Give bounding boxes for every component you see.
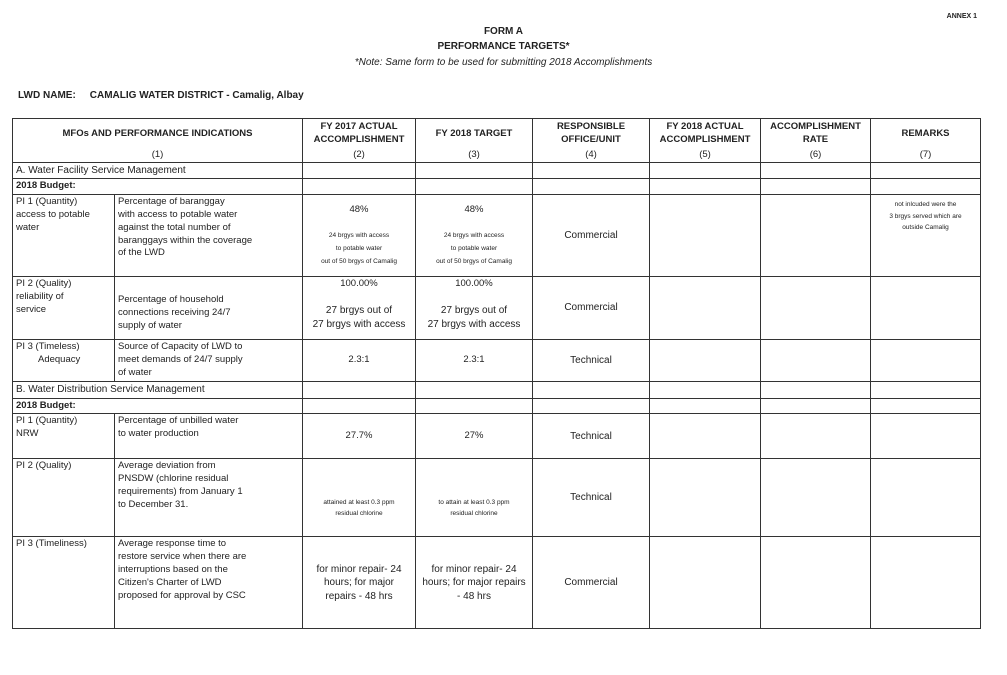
fy2017-value: for minor repair- 24 hours; for major repairs - 48 hrs	[303, 537, 416, 629]
col-num-6: (6)	[761, 149, 871, 162]
responsible-office: Technical	[533, 459, 650, 537]
fy2017-value: 2.3:1	[303, 340, 416, 382]
col-num-5: (5)	[650, 149, 761, 162]
col-num-2: (2)	[303, 149, 416, 162]
lwd-name	[18, 90, 304, 101]
annex-label: ANNEX 1	[946, 13, 977, 20]
pi-code: PI 2 (Quality) reliability of service	[13, 277, 115, 340]
fy2018-target-value: to attain at least 0.3 ppm residual chlorine	[416, 459, 533, 537]
section-a-title: A. Water Facility Service Management	[13, 162, 303, 179]
fy2017-value: 48% 24 brgys with access to potable water out of 50 brgys of Camalig	[303, 195, 416, 277]
section-b-budget: 2018 Budget:	[13, 398, 303, 414]
col-num-3: (3)	[416, 149, 533, 162]
responsible-office: Technical	[533, 340, 650, 382]
table-row	[13, 277, 981, 340]
responsible-office: Commercial	[533, 537, 650, 629]
section-b-title: B. Water Distribution Service Management	[13, 382, 303, 399]
pi-description: Percentage of baranggay with access to potable water against the total number of baranggays within the coverage of the LWD	[115, 195, 303, 277]
section-a-budget: 2018 Budget:	[13, 179, 303, 195]
table-row	[13, 414, 981, 459]
header-mfo: MFOs AND PERFORMANCE INDICATIONS	[13, 119, 303, 150]
table-row	[13, 340, 981, 382]
pi-description: Average deviation from PNSDW (chlorine residual requirements) from January 1 to December 31.	[115, 459, 303, 537]
pi-code: PI 3 (Timeliness)	[13, 537, 115, 629]
responsible-office: Commercial	[533, 277, 650, 340]
section-a-row	[13, 162, 981, 179]
table-row	[13, 537, 981, 629]
header-numbers-row	[13, 149, 981, 162]
pi-description: Percentage of household connections receiving 24/7 supply of water	[115, 277, 303, 340]
col-num-7: (7)	[871, 149, 981, 162]
header-fy2018-actual: FY 2018 ACTUAL ACCOMPLISHMENT	[650, 119, 761, 150]
header-remarks: REMARKS	[871, 119, 981, 150]
fy2018-target-value: for minor repair- 24 hours; for major repairs - 48 hrs	[416, 537, 533, 629]
section-a-budget-row	[13, 179, 981, 195]
pi-code: PI 1 (Quantity) NRW	[13, 414, 115, 459]
remarks-value: not inlcuded were the 3 brgys served which are outside Camalig	[871, 195, 981, 277]
header-fy2017: FY 2017 ACTUAL ACCOMPLISHMENT	[303, 119, 416, 150]
fy2018-target-value: 100.00% 27 brgys out of 27 brgys with access	[416, 277, 533, 340]
lwd-name-label: LWD NAME:	[18, 90, 76, 101]
pi-description: Source of Capacity of LWD to meet demands of 24/7 supply of water	[115, 340, 303, 382]
header-row	[13, 119, 981, 150]
header-rate: ACCOMPLISHMENT RATE	[761, 119, 871, 150]
table-row	[13, 195, 981, 277]
section-b-budget-row	[13, 398, 981, 414]
form-note: *Note: Same form to be used for submitting 2018 Accomplishments	[354, 57, 653, 68]
fy2018-target-value: 48% 24 brgys with access to potable water out of 50 brgys of Camalig	[416, 195, 533, 277]
fy2018-target-value: 2.3:1	[416, 340, 533, 382]
form-subtitle: PERFORMANCE TARGETS*	[437, 41, 570, 52]
fy2017-value: attained at least 0.3 ppm residual chlorine	[303, 459, 416, 537]
responsible-office: Technical	[533, 414, 650, 459]
pi-code: PI 3 (Timeless) Adequacy	[13, 340, 115, 382]
header-responsible: RESPONSIBLE OFFICE/UNIT	[533, 119, 650, 150]
fy2017-value: 27.7%	[303, 414, 416, 459]
col-num-1: (1)	[13, 149, 303, 162]
pi-code: PI 1 (Quantity) access to potable water	[13, 195, 115, 277]
fy2017-value: 100.00% 27 brgys out of 27 brgys with access	[303, 277, 416, 340]
form-title: FORM A	[483, 26, 524, 37]
table-row	[13, 459, 981, 537]
fy2018-target-value: 27%	[416, 414, 533, 459]
header-fy2018-target: FY 2018 TARGET	[416, 119, 533, 150]
pi-description: Average response time to restore service when there are interruptions based on the Citizen's Charter of LWD proposed for approval by CSC	[115, 537, 303, 629]
section-b-row	[13, 382, 981, 399]
pi-code: PI 2 (Quality)	[13, 459, 115, 537]
lwd-name-value: CAMALIG WATER DISTRICT - Camalig, Albay	[89, 90, 304, 101]
performance-targets-table	[12, 118, 981, 629]
responsible-office: Commercial	[533, 195, 650, 277]
col-num-4: (4)	[533, 149, 650, 162]
pi-description: Percentage of unbilled water to water production	[115, 414, 303, 459]
